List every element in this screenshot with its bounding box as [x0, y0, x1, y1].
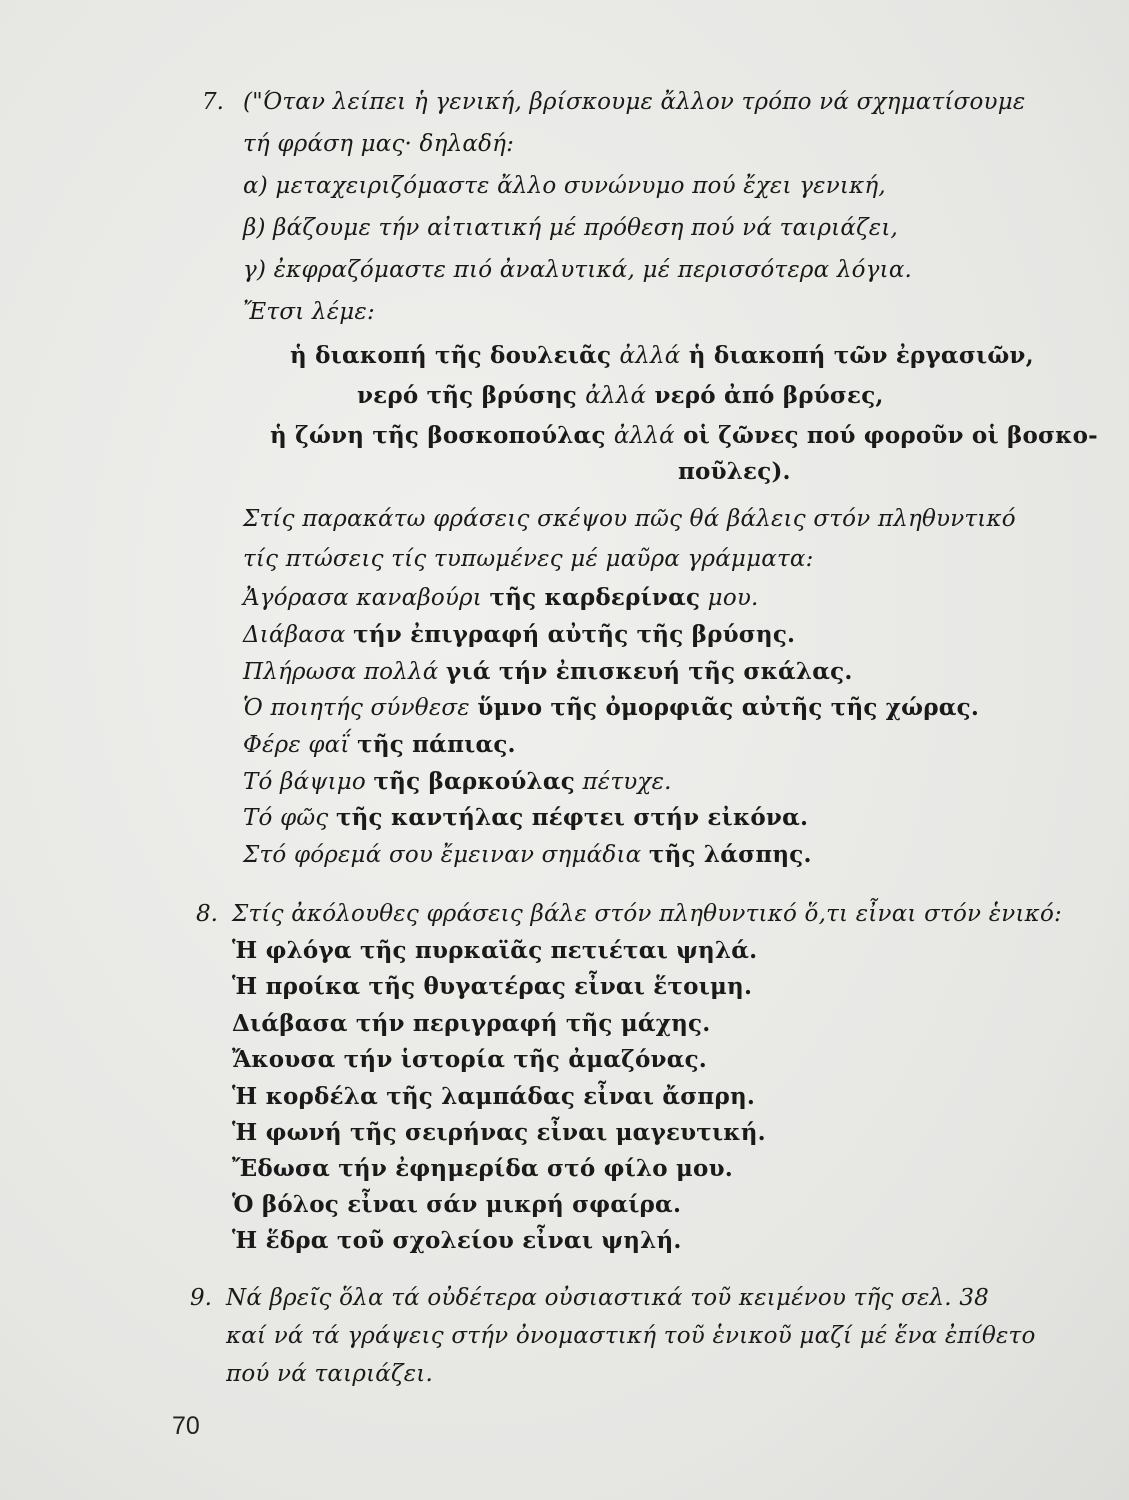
exercise-9-line-2: καί νά τά γράψεις στήν ὀνομαστική τοῦ ἑνικοῦ μαζί μέ ἕνα ἐπίθετο [226, 1323, 1036, 1349]
sentence-8-2: Ἡ προίκα τῆς θυγατέρας εἶναι ἕτοιμη. [232, 973, 753, 1000]
example-line-3 [270, 421, 1098, 451]
sentence-7-3: Πλήρωσα πολλά γιά τήν ἐπισκευή τῆς σκάλας. [243, 658, 853, 685]
exercise-8-instruction: Στίς ἀκόλουθες φράσεις βάλε στόν πληθυντικό ὅ,τι εἶναι στόν ἑνικό: [232, 901, 1062, 927]
example-line-3-tail: ποῦλες). [678, 458, 791, 485]
sentence-7-5: Φέρε φαΐ τῆς πάπιας. [243, 731, 516, 758]
example-1-singular: ἡ διακοπή τῆς δουλειᾶς [290, 342, 620, 369]
sentence-7-7: Τό φῶς τῆς καντήλας πέφτει στήν εἰκόνα. [243, 804, 809, 831]
example-line-1 [290, 341, 1034, 371]
example-2-but: ἀλλά [585, 383, 647, 409]
exercise-7-number: 7. [202, 89, 224, 115]
sentence-8-5: Ἡ κορδέλα τῆς λαμπάδας εἶναι ἄσπρη. [232, 1083, 756, 1110]
example-1-plural: ἡ διακοπή τῶν ἐργασιῶν, [680, 342, 1034, 369]
sentence-7-4: Ὁ ποιητής σύνθεσε ὕμνο τῆς ὀμορφιᾶς αὐτῆς τῆς χώρας. [243, 694, 980, 721]
example-3-plural: οἱ ζῶνες πού φοροῦν οἱ βοσκο- [674, 422, 1098, 449]
sentence-8-9: Ἡ ἕδρα τοῦ σχολείου εἶναι ψηλή. [232, 1227, 682, 1254]
example-1-but: ἀλλά [619, 343, 681, 369]
exercise-7-intro-2: τή φράση μας· δηλαδή: [243, 131, 515, 157]
sentence-8-8: Ὁ βόλος εἶναι σάν μικρή σφαίρα. [232, 1191, 682, 1218]
exercise-9-number: 9. [190, 1285, 212, 1311]
example-line-2 [357, 381, 884, 411]
exercise-7-instruction-1: Στίς παρακάτω φράσεις σκέψου πῶς θά βάλεις στόν πληθυντικό [243, 506, 1016, 532]
sentence-8-4: Ἄκουσα τήν ἱστορία τῆς ἀμαζόνας. [232, 1046, 708, 1073]
example-3-but: ἀλλά [613, 423, 675, 449]
exercise-7-lead: Ἔτσι λέμε: [243, 299, 375, 325]
exercise-9-line-3: πού νά ταιριάζει. [226, 1361, 433, 1387]
sentence-8-6: Ἡ φωνή τῆς σειρήνας εἶναι μαγευτική. [232, 1119, 766, 1146]
example-2-singular: νερό τῆς βρύσης [357, 382, 586, 409]
sentence-7-1: Ἀγόρασα καναβούρι τῆς καρδερίνας μου. [243, 584, 759, 611]
exercise-7-instruction-2: τίς πτώσεις τίς τυπωμένες μέ μαῦρα γράμματα: [243, 546, 814, 572]
sentence-7-6: Τό βάψιμο τῆς βαρκούλας πέτυχε. [243, 768, 672, 795]
sentence-8-1: Ἡ φλόγα τῆς πυρκαϊᾶς πετιέται ψηλά. [232, 937, 758, 964]
example-3-singular: ἡ ζώνη τῆς βοσκοπούλας [270, 422, 614, 449]
exercise-7-option-b: β) βάζουμε τήν αἰτιατική μέ πρόθεση πού νά ταιριάζει, [243, 215, 899, 241]
sentence-7-8: Στό φόρεμά σου ἔμειναν σημάδια τῆς λάσπης. [243, 841, 812, 868]
exercise-9-line-1: Νά βρεῖς ὅλα τά οὐδέτερα οὐσιαστικά τοῦ κειμένου τῆς σελ. 38 [226, 1285, 989, 1311]
exercise-7-option-a: α) μεταχειριζόμαστε ἄλλο συνώνυμο πού ἔχει γενική, [243, 173, 886, 199]
sentence-8-3: Διάβασα τήν περιγραφή τῆς μάχης. [232, 1010, 711, 1037]
sentence-8-7: Ἔδωσα τήν ἐφημερίδα στό φίλο μου. [232, 1155, 733, 1182]
exercise-7-option-c: γ) ἐκφραζόμαστε πιό ἀναλυτικά, μέ περισσότερα λόγια. [243, 257, 913, 283]
exercise-7-intro-1: ("Όταν λείπει ἡ γενική, βρίσκουμε ἄλλον τρόπο νά σχηματίσουμε [243, 89, 1026, 115]
example-2-plural: νερό ἀπό βρύσες, [646, 382, 884, 409]
page-number: 70 [172, 1412, 200, 1440]
exercise-8-number: 8. [196, 901, 218, 927]
sentence-7-2: Διάβασα τήν ἐπιγραφή αὐτῆς τῆς βρύσης. [243, 621, 796, 648]
